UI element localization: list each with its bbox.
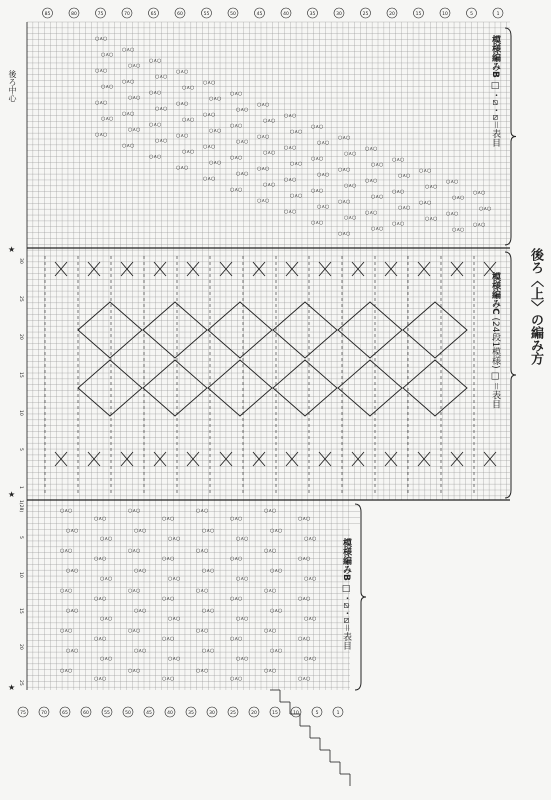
stitch-motif: ○⋏○ — [203, 144, 216, 150]
stitch-motif: ○⋏○ — [196, 508, 209, 514]
cable-cross — [352, 452, 364, 466]
pattern-b-top-legend: □・⧄・⧅＝表目 — [490, 80, 500, 148]
cable-cross — [418, 452, 430, 466]
stitch-motif: ○⋏○ — [365, 146, 378, 152]
stitch-motif: ○⋏○ — [230, 596, 243, 602]
stitch-motif: ○⋏○ — [257, 102, 270, 108]
stitch-motif: ○⋏○ — [344, 183, 357, 189]
stitch-motif: ○⋏○ — [230, 556, 243, 562]
stitch-motif: ○⋏○ — [101, 84, 114, 90]
stitch-motif: ○⋏○ — [182, 117, 195, 123]
stitch-motif: ○⋏○ — [94, 676, 107, 682]
stitch-motif: ○⋏○ — [182, 149, 195, 155]
row-number: 20 — [18, 644, 23, 650]
stitch-motif: ○⋏○ — [176, 101, 189, 107]
stitch-motif: ○⋏○ — [134, 608, 147, 614]
stitch-motif: ○⋏○ — [479, 206, 492, 212]
stitch-motif: ○⋏○ — [122, 143, 135, 149]
cable-cross — [121, 262, 133, 276]
stitch-motif: ○⋏○ — [290, 161, 303, 167]
stitch-motif: ○⋏○ — [128, 95, 141, 101]
stitch-motif: ○⋏○ — [60, 548, 73, 554]
stitch-motif: ○⋏○ — [284, 209, 297, 215]
stitch-motif: ○⋏○ — [196, 628, 209, 634]
stitch-motif: ○⋏○ — [202, 648, 215, 654]
stitch-motif: ○⋏○ — [270, 648, 283, 654]
stitch-motif: ○⋏○ — [392, 189, 405, 195]
stitch-motif: ○⋏○ — [284, 145, 297, 151]
cable-cross — [319, 452, 331, 466]
stitch-motif: ○⋏○ — [128, 508, 141, 514]
stitch-motif: ○⋏○ — [94, 556, 107, 562]
column-number: 45 — [146, 711, 152, 716]
stitch-motif: ○⋏○ — [419, 200, 432, 206]
cable-cross — [253, 452, 265, 466]
stitch-motif: ○⋏○ — [202, 608, 215, 614]
cable-cross — [55, 262, 67, 276]
star-marker: ★ — [8, 683, 16, 692]
column-number: 60 — [83, 711, 89, 716]
stitch-motif: ○⋏○ — [230, 123, 243, 129]
pattern-b-bottom-name: 模様編みB — [341, 538, 351, 581]
stitch-motif: ○⋏○ — [230, 91, 243, 97]
stitch-motif: ○⋏○ — [311, 220, 324, 226]
star-marker: ★ — [8, 490, 16, 499]
stitch-motif: ○⋏○ — [338, 199, 351, 205]
column-number: 15 — [272, 711, 278, 716]
cable-cross — [88, 262, 100, 276]
stitch-motif: ○⋏○ — [257, 198, 270, 204]
stitch-motif: ○⋏○ — [162, 676, 175, 682]
stitch-motif: ○⋏○ — [392, 221, 405, 227]
column-number: 5 — [315, 711, 319, 716]
stitch-motif: ○⋏○ — [398, 173, 411, 179]
stitch-motif: ○⋏○ — [298, 596, 311, 602]
star-marker: ★ — [8, 245, 16, 254]
stitch-motif: ○⋏○ — [149, 90, 162, 96]
stitch-motif: ○⋏○ — [284, 113, 297, 119]
chart-title: 後ろ〈上〉の編み方 — [528, 248, 543, 365]
pattern-b-bottom-legend: □・⧄・⧅＝表目 — [341, 583, 351, 651]
stitch-motif: ○⋏○ — [264, 588, 277, 594]
stitch-motif: ○⋏○ — [149, 154, 162, 160]
stitch-motif: ○⋏○ — [230, 636, 243, 642]
stitch-motif: ○⋏○ — [101, 116, 114, 122]
stitch-motif: ○⋏○ — [446, 179, 459, 185]
stitch-motif: ○⋏○ — [176, 165, 189, 171]
stitch-motif: ○⋏○ — [270, 528, 283, 534]
stitch-motif: ○⋏○ — [298, 556, 311, 562]
back-center-label: 後ろ中心 — [8, 70, 17, 102]
row-number: 20 — [18, 334, 23, 340]
pattern-c-legend: □＝表目 — [490, 371, 500, 409]
stitch-motif: ○⋏○ — [338, 135, 351, 141]
stitch-motif: ○⋏○ — [128, 588, 141, 594]
stitch-motif: ○⋏○ — [95, 36, 108, 42]
stitch-motif: ○⋏○ — [209, 96, 222, 102]
stitch-motif: ○⋏○ — [446, 211, 459, 217]
stitch-motif: ○⋏○ — [176, 133, 189, 139]
stitch-motif: ○⋏○ — [95, 132, 108, 138]
column-number: 1 — [496, 12, 500, 17]
row-number: 10 — [18, 572, 23, 578]
column-number: 75 — [20, 711, 26, 716]
stitch-motif: ○⋏○ — [304, 536, 317, 542]
stitch-motif: ○⋏○ — [425, 184, 438, 190]
row-number: 1(28) — [18, 500, 23, 513]
row-number: 5 — [18, 448, 23, 451]
stitch-motif: ○⋏○ — [100, 616, 113, 622]
stitch-motif: ○⋏○ — [419, 168, 432, 174]
row-number: 1 — [18, 486, 23, 489]
column-number: 65 — [150, 12, 157, 17]
stitch-motif: ○⋏○ — [263, 118, 276, 124]
column-number: 10 — [442, 12, 448, 17]
stitch-motif: ○⋏○ — [311, 156, 324, 162]
stitch-motif: ○⋏○ — [209, 128, 222, 134]
stitch-symbols — [60, 36, 491, 682]
cable-cross — [187, 452, 199, 466]
stitch-motif: ○⋏○ — [176, 69, 189, 75]
stitch-motif: ○⋏○ — [264, 668, 277, 674]
column-number: 35 — [188, 711, 194, 716]
column-number: 70 — [41, 711, 47, 716]
stitch-motif: ○⋏○ — [371, 162, 384, 168]
stitch-motif: ○⋏○ — [452, 227, 465, 233]
column-number: 55 — [203, 12, 210, 17]
stitch-motif: ○⋏○ — [236, 171, 249, 177]
stitch-motif: ○⋏○ — [344, 215, 357, 221]
row-number: 30 — [18, 258, 23, 264]
stitch-motif: ○⋏○ — [155, 138, 168, 144]
stitch-motif: ○⋏○ — [203, 112, 216, 118]
stitch-motif: ○⋏○ — [263, 182, 276, 188]
stitch-motif: ○⋏○ — [284, 177, 297, 183]
column-number: 40 — [167, 711, 173, 716]
stitch-motif: ○⋏○ — [168, 536, 181, 542]
stitch-motif: ○⋏○ — [398, 205, 411, 211]
pattern-b-top-label — [489, 35, 502, 147]
stitch-motif: ○⋏○ — [264, 628, 277, 634]
stitch-motif: ○⋏○ — [270, 608, 283, 614]
column-number: 20 — [389, 12, 395, 17]
cable-cross — [253, 262, 265, 276]
stitch-motif: ○⋏○ — [209, 160, 222, 166]
stitch-motif: ○⋏○ — [264, 508, 277, 514]
stitch-motif: ○⋏○ — [338, 167, 351, 173]
stitch-motif: ○⋏○ — [304, 616, 317, 622]
stitch-motif: ○⋏○ — [452, 195, 465, 201]
stitch-motif: ○⋏○ — [95, 68, 108, 74]
stitch-motif: ○⋏○ — [311, 188, 324, 194]
stitch-motif: ○⋏○ — [298, 676, 311, 682]
row-number: 10 — [18, 410, 23, 416]
stitch-motif: ○⋏○ — [203, 176, 216, 182]
pattern-c-name: 模様編みC — [490, 272, 500, 315]
cable-cross — [451, 262, 463, 276]
stitch-motif: ○⋏○ — [94, 516, 107, 522]
cable-pattern — [45, 256, 496, 493]
stitch-motif: ○⋏○ — [257, 166, 270, 172]
stitch-motif: ○⋏○ — [230, 155, 243, 161]
stitch-motif: ○⋏○ — [134, 528, 147, 534]
stitch-motif: ○⋏○ — [149, 122, 162, 128]
stitch-motif: ○⋏○ — [304, 576, 317, 582]
stitch-motif: ○⋏○ — [128, 548, 141, 554]
stitch-motif: ○⋏○ — [270, 568, 283, 574]
stitch-motif: ○⋏○ — [371, 194, 384, 200]
stitch-motif: ○⋏○ — [162, 596, 175, 602]
stitch-motif: ○⋏○ — [392, 157, 405, 163]
stitch-motif: ○⋏○ — [168, 576, 181, 582]
stitch-motif: ○⋏○ — [230, 187, 243, 193]
stitch-motif: ○⋏○ — [60, 668, 73, 674]
stitch-motif: ○⋏○ — [196, 548, 209, 554]
column-number: 55 — [104, 711, 110, 716]
column-number: 20 — [251, 711, 257, 716]
column-number: 35 — [309, 12, 316, 17]
column-number: 30 — [209, 711, 215, 716]
stitch-motif: ○⋏○ — [162, 636, 175, 642]
stitch-motif: ○⋏○ — [162, 556, 175, 562]
stitch-motif: ○⋏○ — [202, 568, 215, 574]
stitch-motif: ○⋏○ — [60, 628, 73, 634]
column-number: 50 — [230, 12, 236, 17]
stitch-motif: ○⋏○ — [290, 129, 303, 135]
stitch-motif: ○⋏○ — [60, 508, 73, 514]
stitch-motif: ○⋏○ — [236, 656, 249, 662]
cable-cross — [484, 452, 496, 466]
stitch-motif: ○⋏○ — [202, 528, 215, 534]
stitch-motif: ○⋏○ — [95, 100, 108, 106]
stitch-motif: ○⋏○ — [128, 668, 141, 674]
stitch-motif: ○⋏○ — [128, 628, 141, 634]
stitch-motif: ○⋏○ — [236, 107, 249, 113]
pattern-b-bottom-label — [340, 538, 353, 650]
stitch-motif: ○⋏○ — [304, 656, 317, 662]
cable-cross — [55, 452, 67, 466]
cable-diamond — [143, 360, 207, 416]
stitch-motif: ○⋏○ — [149, 58, 162, 64]
stitch-motif: ○⋏○ — [298, 636, 311, 642]
stitch-motif: ○⋏○ — [230, 516, 243, 522]
row-number: 15 — [18, 372, 23, 378]
cable-cross — [187, 262, 199, 276]
stitch-motif: ○⋏○ — [100, 536, 113, 542]
column-number: 75 — [97, 12, 104, 17]
stitch-motif: ○⋏○ — [230, 676, 243, 682]
stitch-motif: ○⋏○ — [168, 616, 181, 622]
stitch-motif: ○⋏○ — [257, 134, 270, 140]
stitch-motif: ○⋏○ — [317, 204, 330, 210]
column-number: 10 — [293, 711, 299, 716]
stitch-motif: ○⋏○ — [66, 608, 79, 614]
cable-diamond — [403, 360, 467, 416]
cable-cross — [385, 452, 397, 466]
row-number: 15 — [18, 608, 23, 614]
column-number: 1 — [336, 711, 340, 716]
column-number: 30 — [336, 12, 342, 17]
stitch-motif: ○⋏○ — [338, 231, 351, 237]
stitch-motif: ○⋏○ — [134, 568, 147, 574]
stitch-motif: ○⋏○ — [128, 63, 141, 69]
stitch-motif: ○⋏○ — [60, 588, 73, 594]
cable-cross — [319, 262, 331, 276]
row-number: 25 — [18, 296, 23, 302]
stitch-motif: ○⋏○ — [236, 616, 249, 622]
stitch-motif: ○⋏○ — [66, 648, 79, 654]
stitch-motif: ○⋏○ — [122, 47, 135, 53]
stitch-motif: ○⋏○ — [473, 190, 486, 196]
stitch-motif: ○⋏○ — [290, 193, 303, 199]
stitch-motif: ○⋏○ — [122, 111, 135, 117]
stitch-motif: ○⋏○ — [66, 568, 79, 574]
column-number: 50 — [125, 711, 131, 716]
stitch-motif: ○⋏○ — [155, 74, 168, 80]
cable-cross — [88, 452, 100, 466]
column-number: 25 — [362, 12, 369, 17]
stitch-motif: ○⋏○ — [100, 576, 113, 582]
column-number: 25 — [230, 711, 236, 716]
chart-numbers — [8, 8, 503, 717]
cable-cross — [451, 452, 463, 466]
stitch-motif: ○⋏○ — [263, 150, 276, 156]
cable-cross — [121, 452, 133, 466]
stitch-motif: ○⋏○ — [317, 140, 330, 146]
stitch-motif: ○⋏○ — [196, 588, 209, 594]
column-number: 40 — [283, 12, 289, 17]
stitch-motif: ○⋏○ — [317, 172, 330, 178]
stitch-motif: ○⋏○ — [155, 106, 168, 112]
stitch-motif: ○⋏○ — [162, 516, 175, 522]
column-number: 65 — [62, 711, 68, 716]
stitch-motif: ○⋏○ — [473, 222, 486, 228]
stitch-motif: ○⋏○ — [311, 124, 324, 130]
stitch-motif: ○⋏○ — [196, 668, 209, 674]
section-bracket — [355, 504, 366, 690]
column-number: 70 — [124, 12, 130, 17]
stitch-motif: ○⋏○ — [264, 548, 277, 554]
column-number: 85 — [44, 12, 51, 17]
stitch-motif: ○⋏○ — [203, 80, 216, 86]
stitch-motif: ○⋏○ — [168, 656, 181, 662]
stitch-motif: ○⋏○ — [100, 656, 113, 662]
column-number: 15 — [415, 12, 422, 17]
stitch-motif: ○⋏○ — [236, 536, 249, 542]
cable-diamond — [338, 360, 402, 416]
cable-cross — [352, 262, 364, 276]
pattern-b-top-name: 模様編みB — [490, 35, 500, 78]
stitch-motif: ○⋏○ — [94, 596, 107, 602]
column-number: 80 — [71, 12, 77, 17]
pattern-c-label — [489, 272, 502, 409]
stitch-motif: ○⋏○ — [371, 226, 384, 232]
stitch-motif: ○⋏○ — [122, 79, 135, 85]
stitch-motif: ○⋏○ — [365, 178, 378, 184]
stitch-motif: ○⋏○ — [101, 52, 114, 58]
cable-cross — [385, 262, 397, 276]
stitch-motif: ○⋏○ — [94, 636, 107, 642]
stitch-motif: ○⋏○ — [344, 151, 357, 157]
stitch-motif: ○⋏○ — [425, 216, 438, 222]
column-number: 60 — [177, 12, 183, 17]
cable-cross — [418, 262, 430, 276]
column-number: 45 — [256, 12, 263, 17]
row-number: 5 — [18, 536, 23, 539]
stitch-motif: ○⋏○ — [365, 210, 378, 216]
row-number: 25 — [18, 680, 23, 686]
stitch-motif: ○⋏○ — [66, 528, 79, 534]
stitch-motif: ○⋏○ — [128, 127, 141, 133]
stitch-motif: ○⋏○ — [182, 85, 195, 91]
stitch-motif: ○⋏○ — [236, 576, 249, 582]
cable-diamond — [273, 360, 337, 416]
stitch-motif: ○⋏○ — [298, 516, 311, 522]
pattern-c-note: (24段1模様) — [490, 317, 500, 369]
stitch-motif: ○⋏○ — [236, 139, 249, 145]
stitch-motif: ○⋏○ — [134, 648, 147, 654]
cable-diamond — [208, 360, 272, 416]
column-number: 5 — [470, 12, 473, 17]
